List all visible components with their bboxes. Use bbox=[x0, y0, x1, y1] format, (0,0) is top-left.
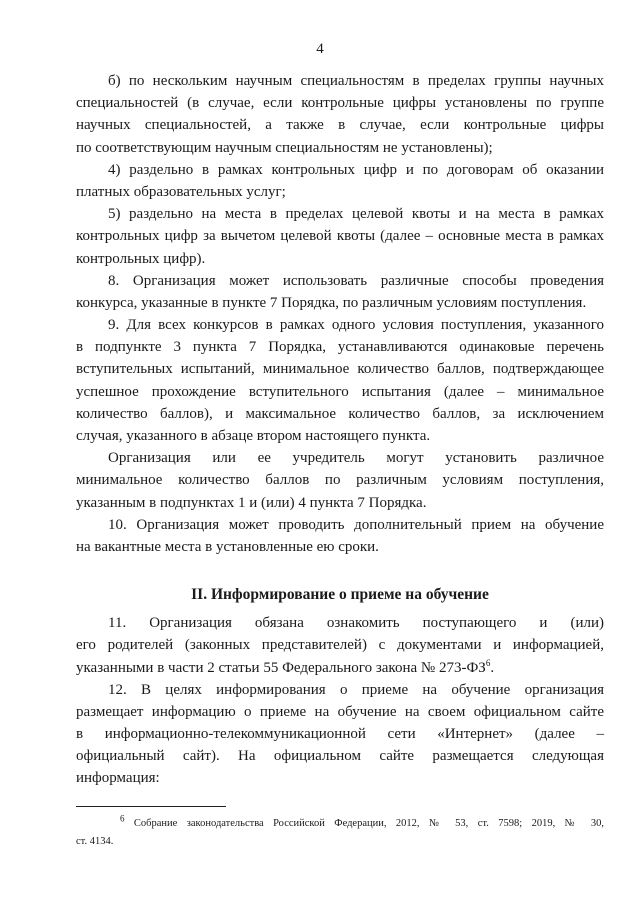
paragraph-line: б) по нескольким научным специальностям в пределах группы научных bbox=[108, 73, 604, 89]
body-text bbox=[76, 70, 604, 790]
paragraph-line: указанным в подпунктах 1 и (или) 4 пункта 7 Порядка. bbox=[76, 494, 427, 511]
paragraph-line: специальностей (в случае, если контрольные цифры установлены по группе bbox=[76, 95, 604, 112]
paragraph-line: 8. Организация может использовать различные способы проведения bbox=[108, 272, 604, 289]
paragraph-line: контрольных цифр). bbox=[76, 250, 206, 267]
paragraph bbox=[76, 70, 604, 159]
section-heading: II. Информирование о приеме на обучение bbox=[191, 586, 489, 604]
paragraph-line: по соответствующим научным специальностям не установлены); bbox=[76, 139, 493, 156]
footnote-line: ст. 4134. bbox=[76, 836, 114, 847]
paragraph-line: размещает информацию о приеме на обучение на своем официальном сайте bbox=[76, 703, 604, 720]
paragraph-line: на вакантные места в установленные ею сроки. bbox=[76, 538, 379, 555]
footnote-ref: 6 bbox=[485, 657, 491, 668]
paragraph-line: платных образовательных услуг; bbox=[76, 183, 286, 200]
paragraph bbox=[76, 514, 604, 558]
paragraph-line: 4) раздельно в рамках контрольных цифр и по договорам об оказании bbox=[108, 161, 604, 178]
paragraph-line: контрольных цифр за вычетом целевой квоты (далее – основные места в рамках bbox=[76, 228, 604, 245]
paragraph-line: 11. Организация обязана ознакомить поступающего и (или) bbox=[108, 615, 604, 632]
footnote-marker: 6 bbox=[120, 813, 125, 824]
paragraph-text: указанными в части 2 статьи 55 Федерального закона № 273-ФЗ bbox=[76, 659, 486, 676]
paragraph-line: в информационно-телекоммуникационной сети «Интернет» (далее – bbox=[76, 726, 604, 743]
paragraph-line: вступительных испытаний, минимальное количество баллов, подтверждающее bbox=[76, 361, 604, 378]
paragraph-line: научных специальностей, а также в случае, если контрольные цифры bbox=[76, 117, 604, 134]
paragraph-line: в подпункте 3 пункта 7 Порядка, устанавливаются одинаковые перечень bbox=[76, 339, 604, 356]
page-number: 4 bbox=[316, 41, 324, 57]
paragraph-line: 10. Организация может проводить дополнительный прием на обучение bbox=[108, 516, 604, 533]
footnote-divider bbox=[76, 806, 226, 807]
footnote-line bbox=[76, 815, 604, 833]
paragraph bbox=[76, 314, 604, 447]
paragraph bbox=[76, 203, 604, 270]
paragraph-line: количество баллов), и максимальное количество баллов, за исключением bbox=[76, 405, 604, 422]
paragraph-line bbox=[76, 657, 604, 679]
paragraph-line: 5) раздельно на места в пределах целевой квоты и на места в рамках bbox=[108, 206, 604, 223]
paragraph-line: минимальное количество баллов по различным условиям поступления, bbox=[76, 472, 604, 489]
paragraph bbox=[76, 447, 604, 514]
paragraph-line: случая, указанного в абзаце втором настоящего пункта. bbox=[76, 428, 431, 444]
paragraph-line: информация: bbox=[76, 770, 160, 787]
paragraph-line: его родителей (законных представителей) с документами и информацией, bbox=[76, 637, 604, 654]
paragraph-line: официальный сайт). На официальном сайте размещается следующая bbox=[76, 748, 604, 765]
paragraph-line: успешное прохождение вступительного испытания (далее – минимальное bbox=[76, 383, 604, 400]
paragraph bbox=[76, 159, 604, 203]
paragraph-11 bbox=[76, 612, 604, 679]
paragraph-line: Организация или ее учредитель могут установить различное bbox=[108, 450, 604, 467]
paragraph bbox=[76, 270, 604, 314]
paragraph-text: . bbox=[490, 659, 495, 676]
paragraph-list bbox=[76, 70, 604, 558]
paragraph-line: 12. В целях информирования о приеме на обучение организация bbox=[108, 681, 604, 698]
footnote-text: Собрание законодательства Российской Федерации, 2012, № 53, ст. 7598; 2019, № 30, bbox=[133, 818, 604, 829]
paragraph-line: 9. Для всех конкурсов в рамках одного условия поступления, указанного bbox=[108, 317, 604, 334]
paragraph-line: конкурса, указанные в пункте 7 Порядка, по различным условиям поступления. bbox=[76, 294, 587, 311]
footnote bbox=[76, 815, 604, 851]
paragraph-12 bbox=[76, 679, 604, 790]
